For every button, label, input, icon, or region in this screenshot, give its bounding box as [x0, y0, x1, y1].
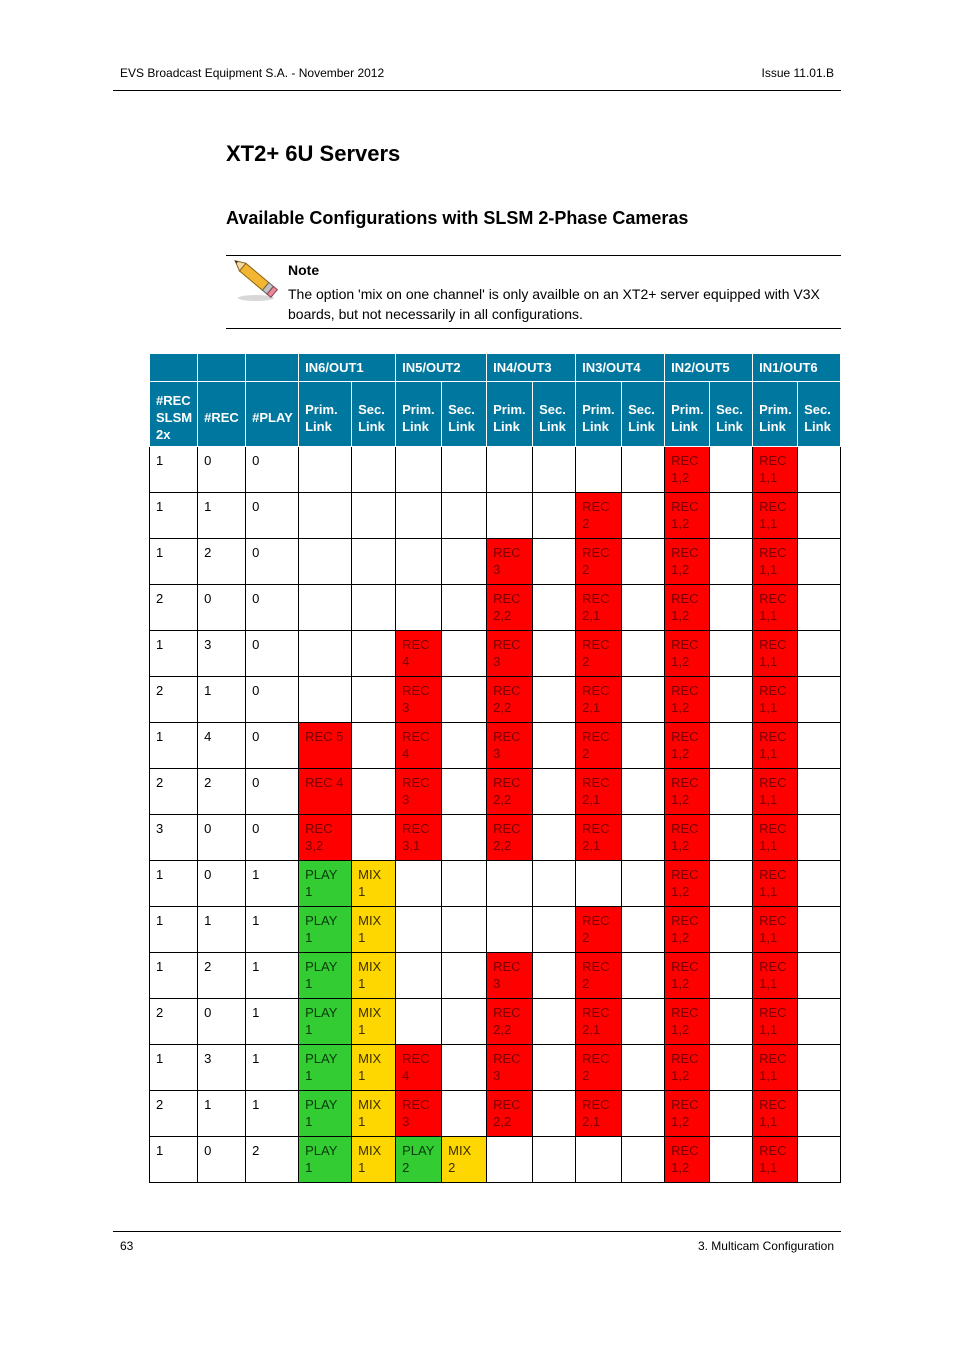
rec-channel-cell: REC 1,2 [665, 953, 710, 999]
rec-channel-cell: REC 1,2 [665, 631, 710, 677]
table-row [150, 539, 841, 585]
rec-channel-cell: REC 4 [396, 1045, 442, 1091]
channel-cell [442, 999, 487, 1045]
play-channel-cell: PLAY 1 [299, 907, 352, 953]
mix-channel-cell: MIX 1 [352, 953, 396, 999]
rec-channel-cell: REC 3 [487, 953, 533, 999]
rec-channel-cell: REC 1,2 [665, 907, 710, 953]
rec-channel-cell: REC 1,1 [753, 493, 798, 539]
channel-cell [622, 953, 665, 999]
channel-cell [622, 723, 665, 769]
channel-cell [710, 677, 753, 723]
rec-channel-cell: REC 1,1 [753, 999, 798, 1045]
channel-cell [299, 677, 352, 723]
rec-channel-cell: REC 1,2 [665, 677, 710, 723]
count-cell: 0 [246, 585, 299, 631]
channel-cell [352, 447, 396, 493]
rec-channel-cell: REC 1,1 [753, 1091, 798, 1137]
rec-channel-cell: REC 1,2 [665, 1091, 710, 1137]
channel-cell [622, 631, 665, 677]
rec-channel-cell: REC 2 [576, 539, 622, 585]
table-row [150, 631, 841, 677]
header-left: EVS Broadcast Equipment S.A. - November 2012 [120, 66, 385, 80]
rec-channel-cell: REC 2,2 [487, 999, 533, 1045]
count-cell: 1 [246, 999, 299, 1045]
channel-cell [622, 677, 665, 723]
channel-cell [299, 447, 352, 493]
rec-channel-cell: REC 3,1 [396, 815, 442, 861]
count-cell: 1 [246, 953, 299, 999]
rec-channel-cell: REC 2 [576, 907, 622, 953]
rec-channel-cell: REC 1,1 [753, 1137, 798, 1183]
rec-channel-cell: REC 2,2 [487, 1091, 533, 1137]
channel-cell [442, 907, 487, 953]
table-row [150, 723, 841, 769]
channel-cell [442, 953, 487, 999]
rec-channel-cell: REC 2,1 [576, 585, 622, 631]
rec-channel-cell: REC 1,2 [665, 815, 710, 861]
count-cell: 1 [246, 1045, 299, 1091]
rec-channel-cell: REC 3 [396, 1091, 442, 1137]
channel-cell [710, 539, 753, 585]
table-row [150, 585, 841, 631]
rec-channel-cell: REC 2,2 [487, 585, 533, 631]
column-header-play: #PLAY [246, 382, 299, 447]
channel-cell [798, 723, 841, 769]
channel-cell [533, 1045, 576, 1091]
blank-header-cell [246, 354, 299, 382]
channel-cell [396, 907, 442, 953]
count-cell: 2 [198, 953, 246, 999]
channel-cell [622, 769, 665, 815]
channel-cell [710, 1091, 753, 1137]
group-header: IN2/OUT5 [665, 354, 753, 382]
channel-cell [576, 1137, 622, 1183]
channel-cell [396, 539, 442, 585]
rec-channel-cell: REC 1,2 [665, 585, 710, 631]
rec-channel-cell: REC 3 [487, 539, 533, 585]
column-header-sec-link: Sec. Link [442, 382, 487, 447]
table-row [150, 861, 841, 907]
count-cell: 1 [150, 631, 198, 677]
table-row [150, 493, 841, 539]
channel-cell [533, 447, 576, 493]
channel-cell [533, 677, 576, 723]
rec-channel-cell: REC 1,1 [753, 677, 798, 723]
column-header-row [150, 382, 841, 447]
count-cell: 2 [150, 677, 198, 723]
rec-channel-cell: REC 1,1 [753, 585, 798, 631]
blank-header-cell [150, 354, 198, 382]
column-header-sec-link: Sec. Link [533, 382, 576, 447]
channel-cell [798, 447, 841, 493]
rec-channel-cell: REC 2,1 [576, 1091, 622, 1137]
rec-channel-cell: REC 1,2 [665, 861, 710, 907]
rec-channel-cell: REC 4 [396, 723, 442, 769]
channel-cell [798, 539, 841, 585]
channel-cell [710, 815, 753, 861]
table-row [150, 447, 841, 493]
count-cell: 0 [246, 723, 299, 769]
channel-cell [622, 585, 665, 631]
rec-channel-cell: REC 1,1 [753, 539, 798, 585]
column-header-prim-link: Prim. Link [576, 382, 622, 447]
channel-cell [533, 631, 576, 677]
count-cell: 0 [246, 539, 299, 585]
channel-cell [710, 999, 753, 1045]
footer-divider [113, 1231, 841, 1232]
channel-cell [622, 539, 665, 585]
count-cell: 2 [150, 585, 198, 631]
count-cell: 0 [198, 447, 246, 493]
channel-cell [710, 493, 753, 539]
rec-channel-cell: REC 3,2 [299, 815, 352, 861]
pencil-icon [232, 258, 284, 304]
rec-channel-cell: REC 1,2 [665, 539, 710, 585]
count-cell: 2 [246, 1137, 299, 1183]
rec-channel-cell: REC 2,2 [487, 677, 533, 723]
channel-cell [396, 999, 442, 1045]
rec-channel-cell: REC 2,2 [487, 815, 533, 861]
channel-cell [622, 493, 665, 539]
channel-cell [299, 539, 352, 585]
channel-cell [576, 861, 622, 907]
rec-channel-cell: REC 2 [576, 953, 622, 999]
channel-cell [487, 1137, 533, 1183]
channel-cell [622, 1091, 665, 1137]
channel-cell [710, 723, 753, 769]
channel-cell [533, 953, 576, 999]
column-header-prim-link: Prim. Link [665, 382, 710, 447]
group-header: IN3/OUT4 [576, 354, 665, 382]
rec-channel-cell: REC 2,2 [487, 769, 533, 815]
table-row [150, 769, 841, 815]
count-cell: 1 [198, 677, 246, 723]
count-cell: 0 [246, 493, 299, 539]
channel-cell [487, 493, 533, 539]
column-header-rec-slsm: #REC SLSM 2x [150, 382, 198, 447]
channel-cell [710, 953, 753, 999]
rec-channel-cell: REC 3 [396, 677, 442, 723]
column-header-sec-link: Sec. Link [710, 382, 753, 447]
group-header: IN5/OUT2 [396, 354, 487, 382]
channel-cell [798, 769, 841, 815]
rec-channel-cell: REC 1,2 [665, 1137, 710, 1183]
count-cell: 0 [246, 677, 299, 723]
channel-cell [299, 631, 352, 677]
mix-channel-cell: MIX 1 [352, 907, 396, 953]
rec-channel-cell: REC 1,1 [753, 447, 798, 493]
column-header-prim-link: Prim. Link [396, 382, 442, 447]
channel-cell [396, 447, 442, 493]
channel-cell [533, 999, 576, 1045]
channel-cell [299, 585, 352, 631]
count-cell: 1 [150, 861, 198, 907]
header-divider [113, 90, 841, 91]
play-channel-cell: PLAY 1 [299, 1137, 352, 1183]
rec-channel-cell: REC 2 [576, 1045, 622, 1091]
count-cell: 0 [246, 631, 299, 677]
channel-cell [533, 723, 576, 769]
configuration-table [149, 353, 841, 1183]
channel-cell [622, 999, 665, 1045]
rec-channel-cell: REC 1,2 [665, 493, 710, 539]
count-cell: 1 [246, 907, 299, 953]
channel-cell [533, 1137, 576, 1183]
channel-cell [533, 539, 576, 585]
channel-cell [798, 493, 841, 539]
channel-cell [710, 585, 753, 631]
channel-cell [396, 493, 442, 539]
note-box [226, 255, 841, 329]
channel-cell [396, 585, 442, 631]
rec-channel-cell: REC 5 [299, 723, 352, 769]
channel-cell [533, 585, 576, 631]
count-cell: 0 [198, 1137, 246, 1183]
count-cell: 2 [150, 1091, 198, 1137]
channel-cell [352, 631, 396, 677]
channel-cell [798, 953, 841, 999]
channel-cell [396, 953, 442, 999]
rec-channel-cell: REC 3 [396, 769, 442, 815]
count-cell: 0 [198, 999, 246, 1045]
channel-cell [710, 631, 753, 677]
footer-section: 3. Multicam Configuration [697, 1239, 834, 1253]
rec-channel-cell: REC 2,1 [576, 815, 622, 861]
channel-cell [798, 1091, 841, 1137]
play-channel-cell: PLAY 1 [299, 1045, 352, 1091]
count-cell: 0 [198, 585, 246, 631]
channel-cell [352, 815, 396, 861]
table-row [150, 953, 841, 999]
channel-cell [533, 769, 576, 815]
count-cell: 1 [246, 861, 299, 907]
configuration-table-body [150, 447, 841, 1183]
play-channel-cell: PLAY 1 [299, 953, 352, 999]
rec-channel-cell: REC 3 [487, 631, 533, 677]
rec-channel-cell: REC 1,2 [665, 1045, 710, 1091]
count-cell: 3 [150, 815, 198, 861]
rec-channel-cell: REC 1,1 [753, 769, 798, 815]
play-channel-cell: PLAY 1 [299, 999, 352, 1045]
group-header-row [150, 354, 841, 382]
channel-cell [442, 677, 487, 723]
count-cell: 2 [150, 999, 198, 1045]
count-cell: 1 [150, 953, 198, 999]
mix-channel-cell: MIX 1 [352, 1137, 396, 1183]
channel-cell [487, 447, 533, 493]
rec-channel-cell: REC 1,2 [665, 769, 710, 815]
channel-cell [710, 861, 753, 907]
table-row [150, 1091, 841, 1137]
channel-cell [798, 1045, 841, 1091]
count-cell: 0 [198, 861, 246, 907]
mix-channel-cell: MIX 2 [442, 1137, 487, 1183]
channel-cell [622, 1045, 665, 1091]
channel-cell [442, 815, 487, 861]
rec-channel-cell: REC 4 [299, 769, 352, 815]
channel-cell [442, 1045, 487, 1091]
count-cell: 2 [150, 769, 198, 815]
column-header-sec-link: Sec. Link [622, 382, 665, 447]
header-right: Issue 11.01.B [761, 66, 834, 80]
count-cell: 1 [150, 907, 198, 953]
count-cell: 1 [150, 447, 198, 493]
rec-channel-cell: REC 3 [487, 1045, 533, 1091]
play-channel-cell: PLAY 1 [299, 861, 352, 907]
rec-channel-cell: REC 4 [396, 631, 442, 677]
count-cell: 2 [198, 769, 246, 815]
count-cell: 3 [198, 1045, 246, 1091]
rec-channel-cell: REC 3 [487, 723, 533, 769]
rec-channel-cell: REC 1,2 [665, 447, 710, 493]
play-channel-cell: PLAY 2 [396, 1137, 442, 1183]
rec-channel-cell: REC 1,1 [753, 631, 798, 677]
channel-cell [576, 447, 622, 493]
rec-channel-cell: REC 1,1 [753, 953, 798, 999]
rec-channel-cell: REC 2 [576, 723, 622, 769]
channel-cell [487, 861, 533, 907]
table-row [150, 1045, 841, 1091]
channel-cell [442, 539, 487, 585]
count-cell: 4 [198, 723, 246, 769]
mix-channel-cell: MIX 1 [352, 1091, 396, 1137]
rec-channel-cell: REC 1,1 [753, 1045, 798, 1091]
channel-cell [798, 999, 841, 1045]
rec-channel-cell: REC 1,1 [753, 815, 798, 861]
channel-cell [352, 677, 396, 723]
play-channel-cell: PLAY 1 [299, 1091, 352, 1137]
count-cell: 1 [198, 1091, 246, 1137]
channel-cell [442, 447, 487, 493]
channel-cell [352, 769, 396, 815]
channel-cell [487, 907, 533, 953]
channel-cell [533, 493, 576, 539]
table-row [150, 1137, 841, 1183]
channel-cell [798, 861, 841, 907]
count-cell: 1 [150, 1045, 198, 1091]
group-header: IN1/OUT6 [753, 354, 841, 382]
blank-header-cell [198, 354, 246, 382]
count-cell: 3 [198, 631, 246, 677]
channel-cell [442, 769, 487, 815]
rec-channel-cell: REC 2,1 [576, 999, 622, 1045]
column-header-sec-link: Sec. Link [352, 382, 396, 447]
channel-cell [798, 815, 841, 861]
channel-cell [710, 1045, 753, 1091]
section-title: Available Configurations with SLSM 2-Phase Cameras [226, 208, 689, 228]
table-row [150, 907, 841, 953]
channel-cell [622, 447, 665, 493]
count-cell: 2 [198, 539, 246, 585]
channel-cell [442, 861, 487, 907]
channel-cell [442, 493, 487, 539]
channel-cell [533, 815, 576, 861]
channel-cell [442, 723, 487, 769]
channel-cell [798, 631, 841, 677]
group-header: IN4/OUT3 [487, 354, 576, 382]
channel-cell [533, 1091, 576, 1137]
column-header-prim-link: Prim. Link [487, 382, 533, 447]
channel-cell [622, 815, 665, 861]
channel-cell [396, 861, 442, 907]
channel-cell [710, 907, 753, 953]
channel-cell [710, 447, 753, 493]
note-title: Note [288, 262, 320, 278]
rec-channel-cell: REC 1,1 [753, 861, 798, 907]
channel-cell [622, 1137, 665, 1183]
channel-cell [798, 585, 841, 631]
rec-channel-cell: REC 2 [576, 493, 622, 539]
group-header: IN6/OUT1 [299, 354, 396, 382]
rec-channel-cell: REC 1,2 [665, 723, 710, 769]
channel-cell [710, 769, 753, 815]
rec-channel-cell: REC 1,2 [665, 999, 710, 1045]
column-header-rec: #REC [198, 382, 246, 447]
rec-channel-cell: REC 2,1 [576, 769, 622, 815]
count-cell: 1 [150, 723, 198, 769]
channel-cell [710, 1137, 753, 1183]
channel-cell [533, 861, 576, 907]
mix-channel-cell: MIX 1 [352, 999, 396, 1045]
channel-cell [352, 585, 396, 631]
rec-channel-cell: REC 2 [576, 631, 622, 677]
channel-cell [622, 861, 665, 907]
channel-cell [622, 907, 665, 953]
table-row [150, 815, 841, 861]
channel-cell [352, 723, 396, 769]
rec-channel-cell: REC 1,1 [753, 907, 798, 953]
channel-cell [798, 907, 841, 953]
column-header-prim-link: Prim. Link [753, 382, 798, 447]
mix-channel-cell: MIX 1 [352, 861, 396, 907]
channel-cell [533, 907, 576, 953]
count-cell: 0 [198, 815, 246, 861]
count-cell: 1 [246, 1091, 299, 1137]
channel-cell [442, 631, 487, 677]
rec-channel-cell: REC 1,1 [753, 723, 798, 769]
channel-cell [352, 539, 396, 585]
count-cell: 1 [198, 907, 246, 953]
rec-channel-cell: REC 2,1 [576, 677, 622, 723]
table-row [150, 999, 841, 1045]
count-cell: 0 [246, 769, 299, 815]
channel-cell [299, 493, 352, 539]
count-cell: 1 [150, 493, 198, 539]
channel-cell [798, 677, 841, 723]
count-cell: 1 [150, 1137, 198, 1183]
count-cell: 1 [198, 493, 246, 539]
page-number: 63 [120, 1239, 134, 1253]
channel-cell [442, 1091, 487, 1137]
mix-channel-cell: MIX 1 [352, 1045, 396, 1091]
page-title: XT2+ 6U Servers [226, 141, 401, 166]
column-header-prim-link: Prim. Link [299, 382, 352, 447]
count-cell: 0 [246, 447, 299, 493]
note-text: The option 'mix on one channel' is only availble on an XT2+ server equipped with V3X boards, but not necessarily in all configurations. [288, 286, 820, 322]
channel-cell [798, 1137, 841, 1183]
channel-cell [352, 493, 396, 539]
count-cell: 1 [150, 539, 198, 585]
channel-cell [442, 585, 487, 631]
table-row [150, 677, 841, 723]
column-header-sec-link: Sec. Link [798, 382, 841, 447]
count-cell: 0 [246, 815, 299, 861]
